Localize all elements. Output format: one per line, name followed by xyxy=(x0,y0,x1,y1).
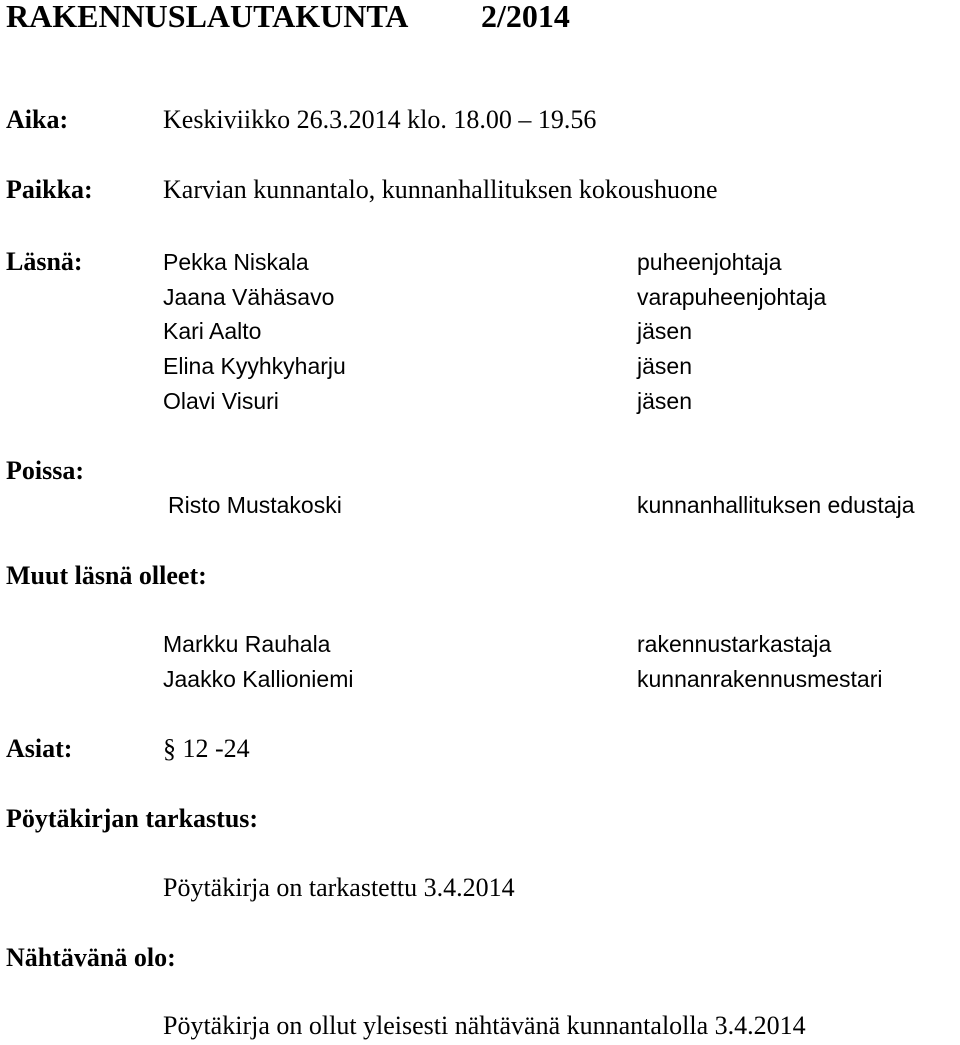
present-member-name: Olavi Visuri xyxy=(163,388,279,414)
present-label: Läsnä: xyxy=(6,247,83,276)
other-member-name: Markku Rauhala xyxy=(163,631,331,657)
document-title: RAKENNUSLAUTAKUNTA xyxy=(6,0,409,34)
present-member-role: jäsen xyxy=(637,318,692,344)
other-member-role: rakennustarkastaja xyxy=(637,631,832,657)
other-member-role: kunnanrakennusmestari xyxy=(637,666,883,692)
present-member-name: Pekka Niskala xyxy=(163,249,309,275)
time-value: Keskiviikko 26.3.2014 klo. 18.00 – 19.56 xyxy=(163,105,597,134)
absent-member-name: Risto Mustakoski xyxy=(168,492,342,518)
display-label: Nähtävänä olo: xyxy=(6,943,176,972)
document-issue-number: 2/2014 xyxy=(481,0,570,34)
present-member-name: Kari Aalto xyxy=(163,318,262,344)
present-member-role: jäsen xyxy=(637,353,692,379)
items-value: § 12 -24 xyxy=(163,734,250,763)
absent-label: Poissa: xyxy=(6,456,84,485)
place-label: Paikka: xyxy=(6,175,93,204)
place-value: Karvian kunnantalo, kunnanhallituksen kokoushuone xyxy=(163,175,718,204)
display-value: Pöytäkirja on ollut yleisesti nähtävänä kunnantalolla 3.4.2014 xyxy=(163,1011,806,1040)
present-member-role: jäsen xyxy=(637,388,692,414)
present-member-role: varapuheenjohtaja xyxy=(637,284,827,310)
review-value: Pöytäkirja on tarkastettu 3.4.2014 xyxy=(163,873,515,902)
time-label: Aika: xyxy=(6,105,69,134)
items-label: Asiat: xyxy=(6,734,73,763)
absent-member-role: kunnanhallituksen edustaja xyxy=(637,492,915,518)
other-member-name: Jaakko Kallioniemi xyxy=(163,666,354,692)
review-label: Pöytäkirjan tarkastus: xyxy=(6,804,259,833)
others-present-label: Muut läsnä olleet: xyxy=(6,561,207,590)
present-member-name: Jaana Vähäsavo xyxy=(163,284,335,310)
present-member-name: Elina Kyyhkyharju xyxy=(163,353,346,379)
present-member-role: puheenjohtaja xyxy=(637,249,782,275)
